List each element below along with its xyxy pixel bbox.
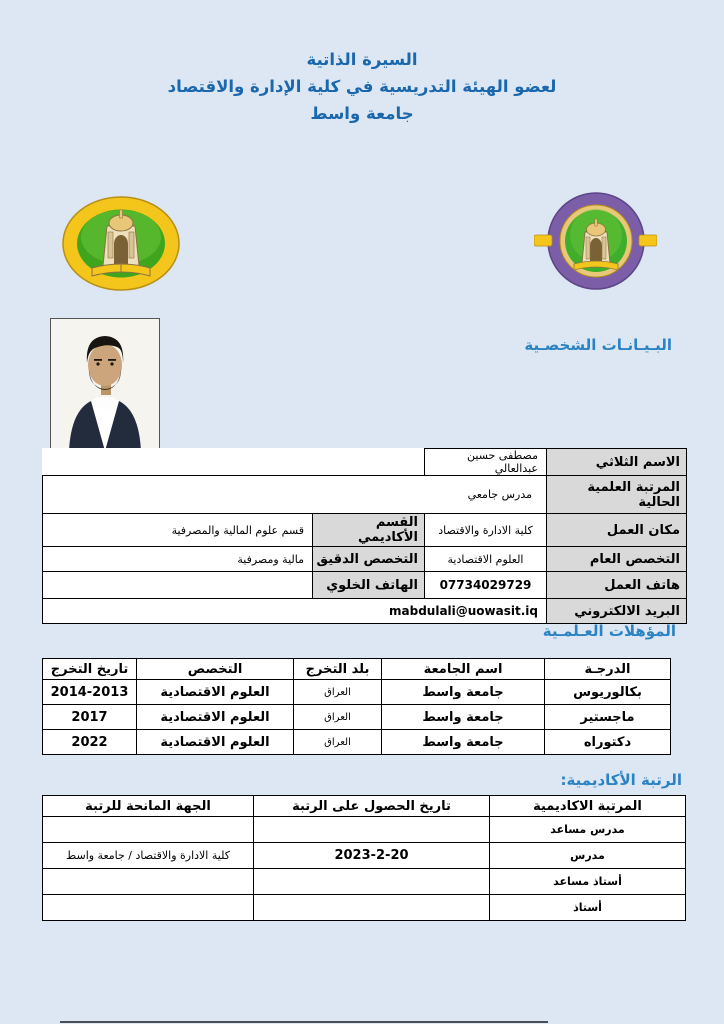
field-label: الاسم الثلاثي xyxy=(547,449,687,476)
field-label: هاتف العمل xyxy=(547,572,687,599)
table-header-row xyxy=(43,796,686,817)
cell-major: العلوم الاقتصادية xyxy=(137,730,294,755)
field-value-work-phone: 07734029729 xyxy=(425,572,547,599)
field-value-workplace: كلية الادارة والاقتصاد xyxy=(425,514,547,547)
qualifications-table xyxy=(42,658,671,755)
college-logo-icon xyxy=(534,191,657,290)
logo-arabic-arc-text xyxy=(534,191,538,193)
cell-grad-date: 2017 xyxy=(43,705,137,730)
table-row xyxy=(43,869,686,895)
cell-university: جامعة واسط xyxy=(382,730,545,755)
cell-university: جامعة واسط xyxy=(382,680,545,705)
field-label: القسم الأكاديمي xyxy=(313,514,425,547)
cell-grantor: كلية الادارة والاقتصاد / جامعة واسط xyxy=(43,843,254,869)
right-banner xyxy=(639,235,657,246)
portrait-photo-image xyxy=(51,319,159,451)
field-value-current-rank: مدرس جامعي xyxy=(43,476,547,514)
cell-degree: دكتوراه xyxy=(545,730,671,755)
cell-degree: ماجستير xyxy=(545,705,671,730)
cell-major: العلوم الاقتصادية xyxy=(137,705,294,730)
column-header-major: التخصص xyxy=(137,659,294,680)
page-bottom-divider xyxy=(60,1021,548,1023)
cell-grantor xyxy=(43,817,254,843)
cell-rank: أستاذ مساعد xyxy=(490,869,686,895)
cell-rank: مدرس مساعد xyxy=(490,817,686,843)
cell-country: العراق xyxy=(294,680,382,705)
field-label: التخصص الدقيق xyxy=(313,547,425,572)
logo-english-arc-text xyxy=(534,191,536,192)
cell-rank-date xyxy=(254,895,490,921)
wasit-university-logo-icon xyxy=(62,196,180,291)
cell-country: العراق xyxy=(294,705,382,730)
table-row xyxy=(43,449,687,476)
cell-grad-date: 2014-2013 xyxy=(43,680,137,705)
table-row xyxy=(43,680,671,705)
section-heading-qualifications: المؤهلات العـلمـية xyxy=(542,622,676,640)
column-header-degree: الدرجـة xyxy=(545,659,671,680)
table-row xyxy=(43,514,687,547)
logo-curved-text xyxy=(62,196,66,198)
field-value-academic-department: قسم علوم المالية والمصرفية xyxy=(43,514,313,547)
field-label: التخصص العام xyxy=(547,547,687,572)
field-value-general-specialty: العلوم الاقتصادية xyxy=(425,547,547,572)
cell-rank: مدرس xyxy=(490,843,686,869)
column-header-university: اسم الجامعة xyxy=(382,659,545,680)
title-line-2: لعضو الهيئة التدريسية في كلية الإدارة والاقتصاد xyxy=(167,77,557,96)
table-row xyxy=(43,476,687,514)
title-line-3: جامعة واسط xyxy=(310,104,414,123)
personal-data-table xyxy=(42,448,687,624)
college-logo xyxy=(534,191,657,290)
column-header-rank-date: تاريخ الحصول على الرتبة xyxy=(254,796,490,817)
cell-rank-date xyxy=(254,817,490,843)
field-label: الهاتف الخلوي xyxy=(313,572,425,599)
table-row xyxy=(43,730,671,755)
field-value-mobile-phone xyxy=(43,572,313,599)
cell-rank: أستاذ xyxy=(490,895,686,921)
academic-rank-table xyxy=(42,795,686,921)
table-row xyxy=(43,572,687,599)
left-banner xyxy=(534,235,552,246)
cell-university: جامعة واسط xyxy=(382,705,545,730)
column-header-grantor: الجهة المانحة للرتبة xyxy=(43,796,254,817)
table-row xyxy=(43,895,686,921)
title-line-1: السيرة الذاتية xyxy=(306,50,418,69)
document-title xyxy=(0,46,724,127)
cell-rank-date xyxy=(254,869,490,895)
field-value-email: mabdulali@uowasit.iq xyxy=(43,599,547,624)
field-label: مكان العمل xyxy=(547,514,687,547)
section-heading-academic-rank: الرتبة الأكاديمية: xyxy=(560,771,682,789)
cell-major: العلوم الاقتصادية xyxy=(137,680,294,705)
cell-grad-date: 2022 xyxy=(43,730,137,755)
cell-degree: بكالوريوس xyxy=(545,680,671,705)
field-value-precise-specialty: مالية ومصرفية xyxy=(43,547,313,572)
field-label: المرتبة العلمية الحالية xyxy=(547,476,687,514)
empty-area xyxy=(43,449,425,476)
table-row xyxy=(43,599,687,624)
cell-grantor xyxy=(43,895,254,921)
table-row xyxy=(43,705,671,730)
column-header-grad-date: تاريخ التخرج xyxy=(43,659,137,680)
cell-grantor xyxy=(43,869,254,895)
table-header-row xyxy=(43,659,671,680)
column-header-rank: المرتبة الاكاديمية xyxy=(490,796,686,817)
section-heading-personal: البـيـانـات الشخصـية xyxy=(524,336,672,354)
table-row xyxy=(43,817,686,843)
field-label: البريد الالكتروني xyxy=(547,599,687,624)
wasit-university-logo xyxy=(62,196,180,291)
table-row xyxy=(43,547,687,572)
portrait-photo xyxy=(50,318,160,452)
column-header-country: بلد التخرج xyxy=(294,659,382,680)
table-row xyxy=(43,843,686,869)
field-value-full-name: مصطفى حسين عبدالعالي xyxy=(425,449,547,476)
cell-rank-date: 2023-2-20 xyxy=(254,843,490,869)
cell-country: العراق xyxy=(294,730,382,755)
